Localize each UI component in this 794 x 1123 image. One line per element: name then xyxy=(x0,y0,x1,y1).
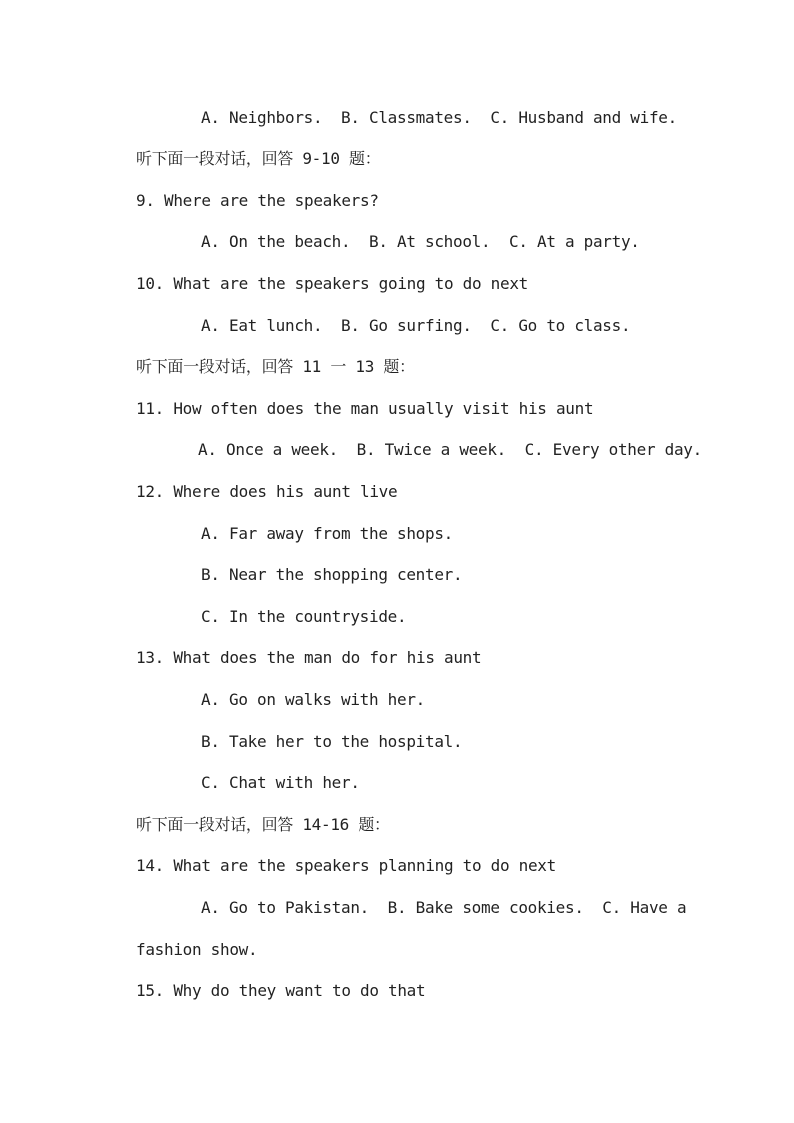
q14-options-continued: fashion show. xyxy=(136,940,258,959)
question-12: 12. Where does his aunt live xyxy=(136,482,398,501)
q12-option-b: B. Near the shopping center. xyxy=(201,565,463,584)
q10-options: A. Eat lunch. B. Go surfing. C. Go to class. xyxy=(201,316,631,335)
question-13: 13. What does the man do for his aunt xyxy=(136,648,482,667)
section-heading-11-13: 听下面一段对话，回答 11 一 13 题： xyxy=(136,357,415,376)
q9-options: A. On the beach. B. At school. C. At a party. xyxy=(201,232,640,251)
q14-options: A. Go to Pakistan. B. Bake some cookies. C. Have a xyxy=(201,898,687,917)
question-11: 11. How often does the man usually visit his aunt xyxy=(136,399,594,418)
q11-options: A. Once a week. B. Twice a week. C. Every other day. xyxy=(198,440,702,459)
q12-option-a: A. Far away from the shops. xyxy=(201,524,453,543)
q12-option-c: C. In the countryside. xyxy=(201,607,407,626)
question-14: 14. What are the speakers planning to do next xyxy=(136,856,556,875)
section-heading-14-16: 听下面一段对话，回答 14-16 题： xyxy=(136,815,390,834)
q13-option-c: C. Chat with her. xyxy=(201,773,360,792)
question-10: 10. What are the speakers going to do next xyxy=(136,274,528,293)
section-heading-9-10: 听下面一段对话，回答 9-10 题： xyxy=(136,149,381,168)
question-15: 15. Why do they want to do that xyxy=(136,981,426,1000)
question-9: 9. Where are the speakers? xyxy=(136,191,379,210)
q13-option-a: A. Go on walks with her. xyxy=(201,690,425,709)
q8-options: A. Neighbors. B. Classmates. C. Husband and wife. xyxy=(201,108,677,127)
q13-option-b: B. Take her to the hospital. xyxy=(201,732,463,751)
